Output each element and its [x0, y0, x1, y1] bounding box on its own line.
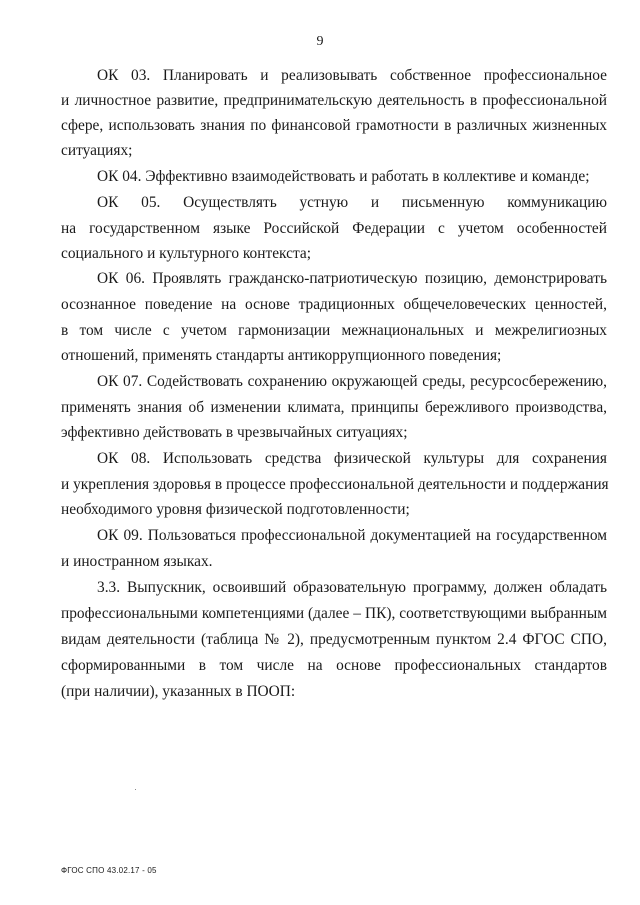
- ok09-line-1: ОК 09. Пользоваться профессиональной документацией на государственном: [97, 527, 607, 544]
- scan-speck: [135, 789, 136, 790]
- ok05-line-2: на государственном языке Российской Федерации с учетом особенностей: [61, 220, 607, 237]
- ok07-line-2: применять знания об изменении климата, принципы бережливого производства,: [61, 399, 607, 416]
- section-3-3-line-4: сформированными в том числе на основе профессиональных стандартов: [61, 657, 607, 674]
- ok06-line-4: отношений, применять стандарты антикоррупционного поведения;: [61, 347, 502, 364]
- ok04-line-1: ОК 04. Эффективно взаимодействовать и работать в коллективе и команде;: [97, 168, 590, 185]
- page-number: 9: [316, 34, 324, 49]
- section-3-3-line-2: профессиональными компетенциями (далее – ПК), соответствующими выбранным: [61, 605, 607, 622]
- section-3-3-line-1: 3.3. Выпускник, освоивший образовательную программу, должен обладать: [97, 579, 607, 596]
- section-3-3-line-3: видам деятельности (таблица № 2), предусмотренным пунктом 2.4 ФГОС СПО,: [61, 631, 607, 648]
- ok05-line-3: социального и культурного контекста;: [61, 245, 311, 262]
- ok08-line-3: необходимого уровня физической подготовленности;: [61, 501, 410, 518]
- ok08-line-1: ОК 08. Использовать средства физической культуры для сохранения: [97, 450, 607, 467]
- section-3-3-line-5: (при наличии), указанных в ПООП:: [61, 683, 296, 700]
- page-footer: ФГОС СПО 43.02.17 - 05: [61, 866, 157, 875]
- ok06-line-3: в том числе с учетом гармонизации межнациональных и межрелигиозных: [61, 322, 607, 339]
- ok06-line-1: ОК 06. Проявлять гражданско-патриотическую позицию, демонстрировать: [97, 270, 607, 287]
- ok08-line-2: и укрепления здоровья в процессе профессиональной деятельности и поддержания: [61, 476, 609, 493]
- ok03-line-1: ОК 03. Планировать и реализовывать собственное профессиональное: [97, 67, 607, 84]
- ok06-line-2: осознанное поведение на основе традиционных общечеловеческих ценностей,: [61, 296, 607, 313]
- ok07-line-3: эффективно действовать в чрезвычайных ситуациях;: [61, 424, 408, 441]
- ok09-line-2: и иностранном языках.: [61, 553, 213, 570]
- ok05-line-1: ОК 05. Осуществлять устную и письменную коммуникацию: [97, 194, 607, 211]
- ok07-line-1: ОК 07. Содействовать сохранению окружающей среды, ресурсосбережению,: [97, 373, 607, 390]
- ok03-line-4: ситуациях;: [61, 142, 133, 159]
- ok03-line-2: и личностное развитие, предпринимательскую деятельность в профессиональной: [61, 92, 607, 109]
- ok03-line-3: сфере, использовать знания по финансовой грамотности в различных жизненных: [61, 117, 607, 134]
